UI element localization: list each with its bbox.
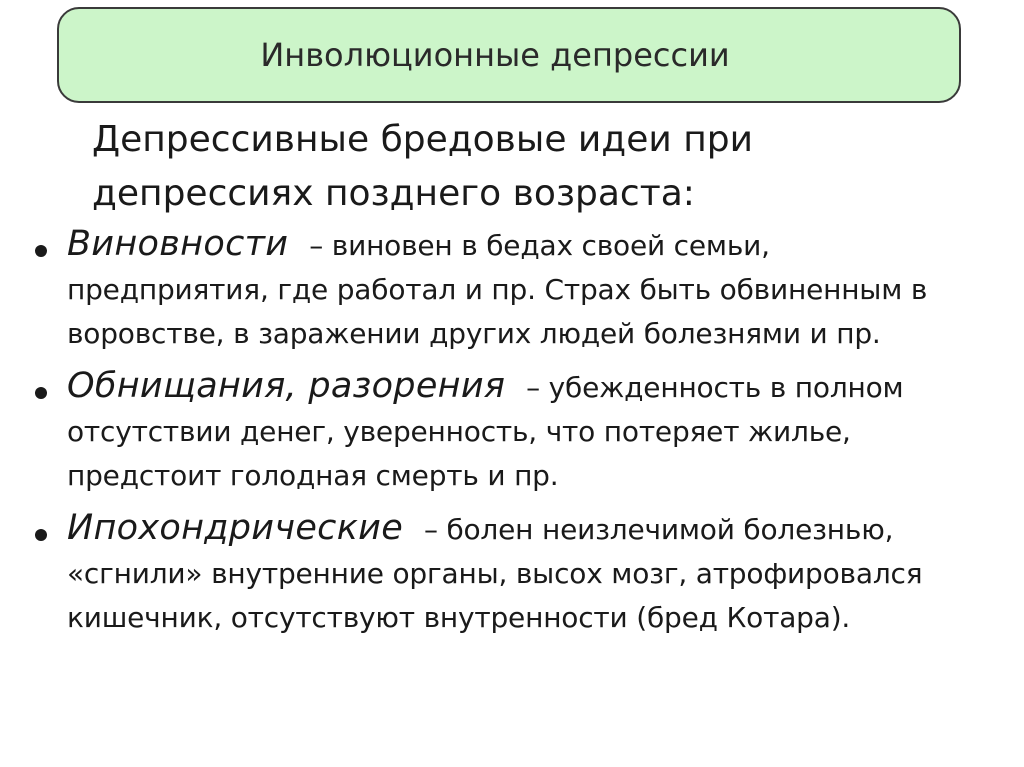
item-term: Виновности xyxy=(67,224,289,264)
item-description-start: – болен неизлечимой болезнью, xyxy=(423,513,894,546)
item-first-line xyxy=(67,366,1004,410)
bullet-icon xyxy=(35,245,47,257)
item-description-start: – убежденность в полном xyxy=(526,371,904,404)
item-term: Обнищания, разорения xyxy=(67,366,506,406)
list-item-poverty xyxy=(0,366,1024,498)
slide-title: Инволюционные депрессии xyxy=(260,36,730,74)
item-description-rest: отсутствии денег, уверенность, что потеряет жилье, предстоит голодная смерть и пр. xyxy=(67,415,851,492)
bullet-icon xyxy=(35,529,47,541)
item-description-start: – виновен в бедах своей семьи, xyxy=(309,229,770,262)
item-description-rest: предприятия, где работал и пр. Страх быть обвиненным в воровстве, в заражении других людей болезнями и пр. xyxy=(67,273,928,350)
item-first-line xyxy=(67,508,1004,552)
bullet-icon xyxy=(35,387,47,399)
title-box xyxy=(57,7,961,103)
item-first-line xyxy=(67,224,1004,268)
list-item-hypochondriac xyxy=(0,508,1024,640)
slide-subtitle: Депрессивные бредовые идеи при депрессиях позднего возраста: xyxy=(92,119,753,214)
bullet-list xyxy=(0,224,1024,640)
item-description-rest: «сгнили» внутренние органы, высох мозг, атрофировался кишечник, отсутствуют внутренности (бред Котара). xyxy=(67,557,923,634)
list-item-guilt xyxy=(0,224,1024,356)
item-term: Ипохондрические xyxy=(67,508,404,548)
